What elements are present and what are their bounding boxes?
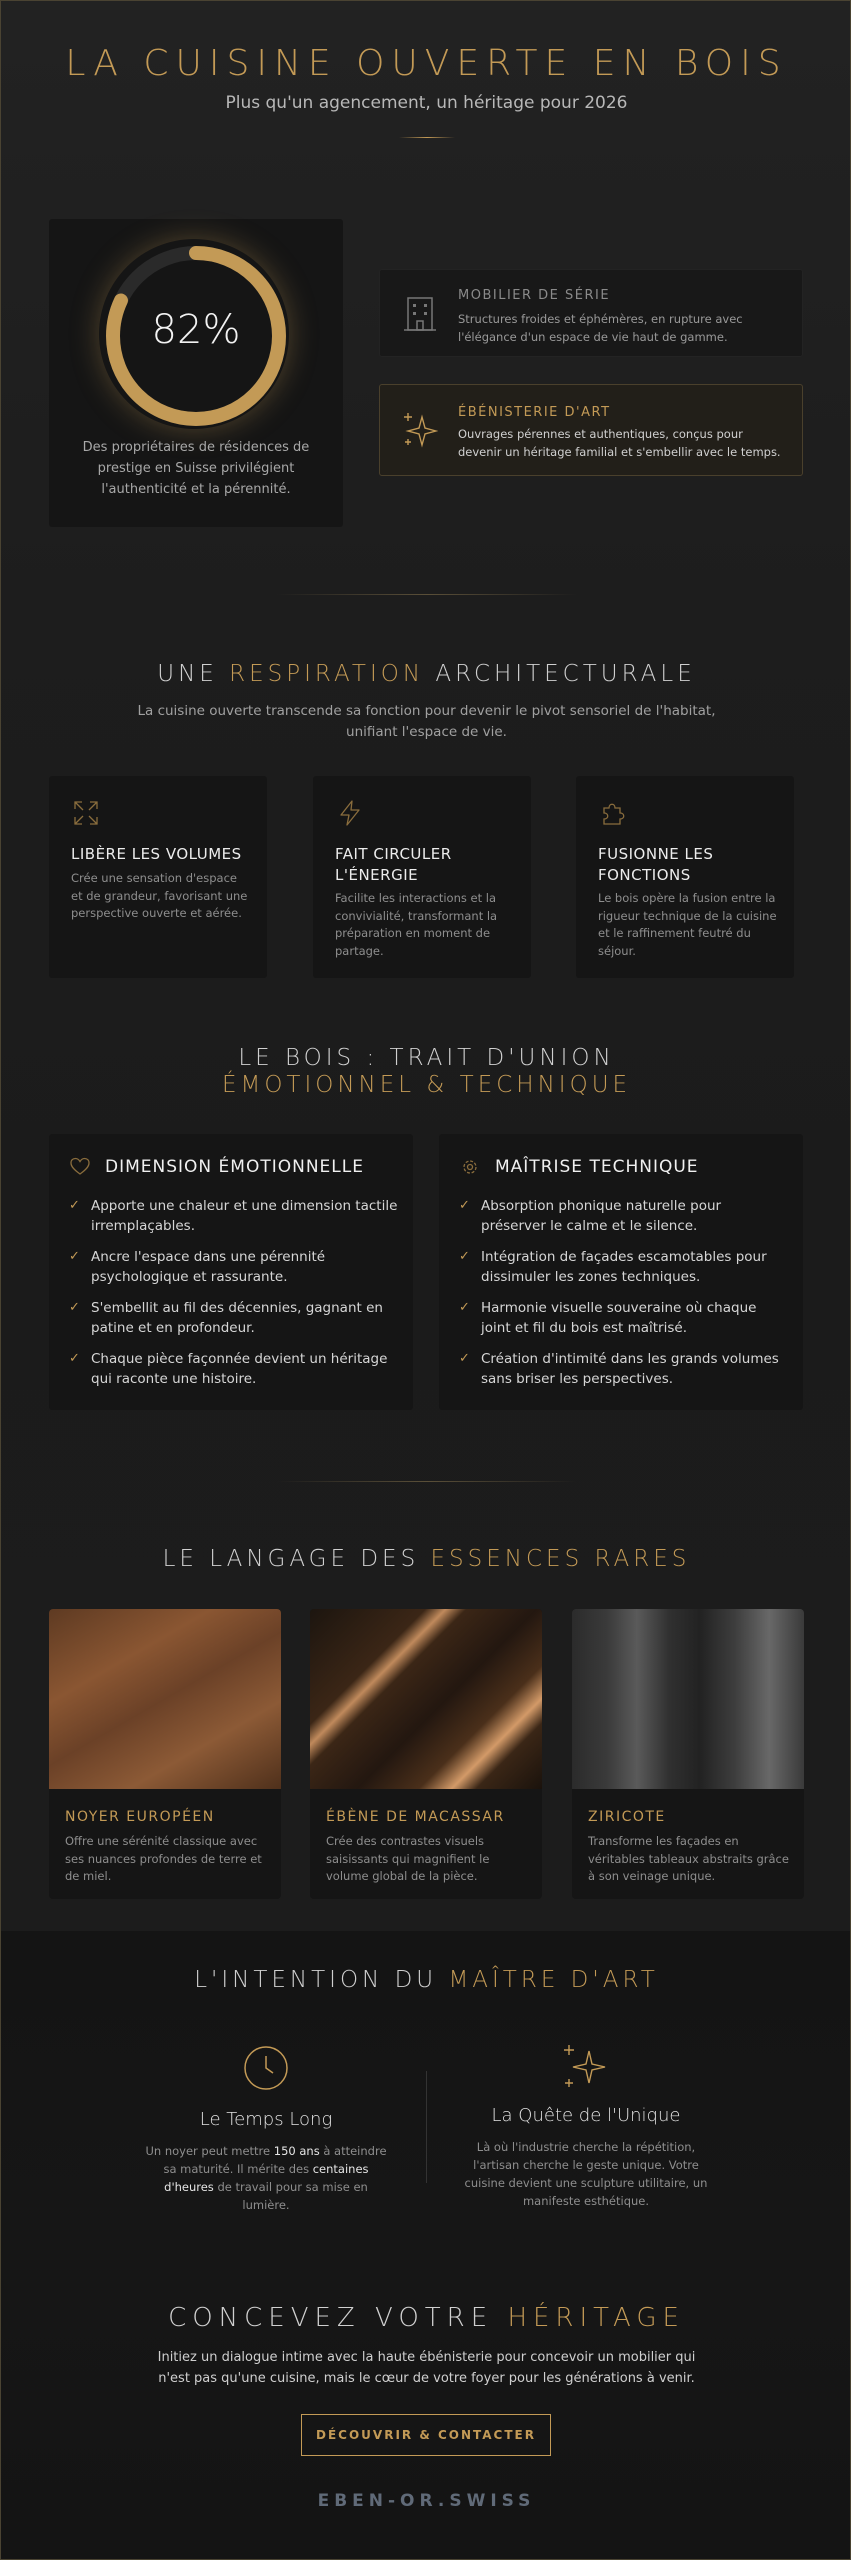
list-item: ✓ Ancre l'espace dans une pérennité psychologique et rassurante. bbox=[69, 1249, 326, 1285]
panel-header bbox=[69, 1156, 364, 1178]
essence-description: Offre une sérénité classique avec ses nuances profondes de terre et de miel. bbox=[65, 1834, 262, 1883]
section-divider bbox=[277, 1481, 577, 1482]
check-list bbox=[459, 1196, 789, 1400]
sparkles-icon bbox=[402, 409, 438, 449]
heart-icon bbox=[69, 1156, 91, 1178]
hero-divider bbox=[399, 137, 455, 138]
essence-card-noyer bbox=[49, 1609, 281, 1899]
respiration-lead: La cuisine ouverte transcende sa fonction pour devenir le pivot sensoriel de l'habitat, unifiant l'espace de vie. bbox=[137, 703, 716, 740]
essence-card-ziricote bbox=[572, 1609, 804, 1899]
pillar-description: Un noyer peut mettre 150 ans à atteindre sa maturité. Il mérite des centaines d'heures de travail pour sa mise en lumière. bbox=[145, 2144, 387, 2212]
feature-description: Facilite les interactions et la convivialité, transformant la préparation en moment de partage. bbox=[335, 891, 498, 958]
list-item: ✓ Harmonie visuelle souveraine où chaque joint et fil du bois est maîtrisé. bbox=[459, 1300, 757, 1336]
pillar-title: La Quête de l'Unique bbox=[491, 2105, 681, 2126]
panel-title: DIMENSION ÉMOTIONNELLE bbox=[105, 1157, 364, 1177]
option-description: Structures froides et éphémères, en rupture avec l'élégance d'un espace de vie haut de gamme. bbox=[458, 312, 743, 344]
wood-texture-image bbox=[310, 1609, 542, 1789]
check-icon: ✓ bbox=[69, 1249, 80, 1264]
check-icon: ✓ bbox=[459, 1198, 470, 1213]
feature-description: Le bois opère la fusion entre la rigueur technique de la cuisine et le raffinement feutré du séjour. bbox=[598, 891, 777, 958]
option-description: Ouvrages pérennes et authentiques, conçus pour devenir un héritage familial et s'embellir avec le temps. bbox=[458, 427, 781, 459]
clock-icon bbox=[243, 2045, 289, 2091]
puzzle-icon bbox=[598, 798, 628, 828]
feature-description: Crée une sensation d'espace et de grandeur, favorisant une perspective ouverte et aérée. bbox=[71, 871, 248, 920]
cta-title: CONCEVEZ VOTRE HÉRITAGE bbox=[168, 2303, 685, 2333]
contact-button[interactable]: DÉCOUVRIR & CONTACTER bbox=[301, 2414, 551, 2456]
hero-title: LA CUISINE OUVERTE EN BOIS bbox=[65, 43, 788, 84]
check-icon: ✓ bbox=[69, 1198, 80, 1213]
essences-title: LE LANGAGE DES ESSENCES RARES bbox=[162, 1546, 691, 1572]
intention-title: L'INTENTION DU MAÎTRE D'ART bbox=[194, 1967, 659, 1993]
lightning-icon bbox=[335, 798, 365, 828]
essence-title: ZIRICOTE bbox=[588, 1809, 666, 1825]
feature-title: LIBÈRE LES VOLUMES bbox=[71, 845, 242, 863]
list-item: ✓ Apporte une chaleur et une dimension tactile irremplaçables. bbox=[69, 1198, 398, 1234]
check-icon: ✓ bbox=[69, 1351, 80, 1366]
section-divider bbox=[277, 594, 577, 595]
panel-emotionnelle bbox=[49, 1134, 413, 1410]
list-item: ✓ Création d'intimité dans les grands volumes sans briser les perspectives. bbox=[459, 1351, 779, 1387]
check-icon: ✓ bbox=[459, 1300, 470, 1315]
feature-title: FUSIONNE LES FONCTIONS bbox=[598, 845, 714, 884]
wood-texture-image bbox=[572, 1609, 804, 1789]
check-icon: ✓ bbox=[69, 1300, 80, 1315]
pillar-title: Le Temps Long bbox=[199, 2109, 333, 2130]
stat-card bbox=[49, 219, 343, 527]
panel-title: MAÎTRISE TECHNIQUE bbox=[495, 1157, 699, 1177]
list-item: ✓ Chaque pièce façonnée devient un héritage qui raconte une histoire. bbox=[69, 1351, 388, 1387]
option-ebenisterie bbox=[379, 384, 803, 476]
stat-description: Des propriétaires de résidences de prestige en Suisse privilégient l'authenticité et la pérennité. bbox=[82, 440, 310, 497]
option-title: ÉBÉNISTERIE D'ART bbox=[458, 405, 611, 420]
pillar-quete-unique bbox=[461, 2041, 711, 2210]
building-icon bbox=[402, 294, 438, 334]
check-icon: ✓ bbox=[459, 1351, 470, 1366]
feature-card-fonctions bbox=[576, 776, 794, 978]
bois-title: LE BOIS : TRAIT D'UNION ÉMOTIONNEL & TECHNIQUE bbox=[221, 1045, 632, 1098]
gear-icon bbox=[459, 1156, 481, 1178]
essence-title: NOYER EUROPÉEN bbox=[65, 1809, 215, 1825]
list-item: ✓ Intégration de façades escamotables pour dissimuler les zones techniques. bbox=[459, 1249, 767, 1285]
feature-title: FAIT CIRCULER L'ÉNERGIE bbox=[335, 845, 452, 884]
pillar-description: Là où l'industrie cherche la répétition, l'artisan cherche le geste unique. Votre cuisine devient une sculpture utilitaire, un manifeste esthétique. bbox=[464, 2140, 708, 2208]
list-item: ✓ S'embellit au fil des décennies, gagnant en patine et en profondeur. bbox=[69, 1300, 383, 1336]
feature-card-energie bbox=[313, 776, 531, 978]
pillar-temps-long bbox=[141, 2045, 391, 2214]
sparkles-icon bbox=[561, 2041, 611, 2091]
essence-title: ÉBÈNE DE MACASSAR bbox=[326, 1809, 505, 1825]
wood-texture-image bbox=[49, 1609, 281, 1789]
essence-card-ebene bbox=[310, 1609, 542, 1899]
feature-card-volumes bbox=[49, 776, 267, 978]
list-item: ✓ Absorption phonique naturelle pour préserver le calme et le silence. bbox=[459, 1198, 722, 1234]
option-mobilier-serie bbox=[379, 269, 803, 357]
check-list bbox=[69, 1196, 399, 1400]
vertical-divider bbox=[426, 2071, 427, 2183]
panel-header bbox=[459, 1156, 699, 1178]
brand-name: EBEN-OR.SWISS bbox=[317, 2491, 536, 2511]
expand-icon bbox=[71, 798, 101, 828]
check-icon: ✓ bbox=[459, 1249, 470, 1264]
respiration-title: UNE RESPIRATION ARCHITECTURALE bbox=[157, 661, 696, 687]
cta-lead: Initiez un dialogue intime avec la haute ébénisterie pour concevoir un mobilier qui n'est pas qu'une cuisine, mais le cœur de votre foyer pour les générations à venir. bbox=[157, 2350, 696, 2386]
hero-subtitle: Plus qu'un agencement, un héritage pour 2026 bbox=[225, 93, 628, 113]
essence-description: Transforme les façades en véritables tableaux abstraits grâce à son veinage unique. bbox=[588, 1834, 789, 1883]
panel-technique bbox=[439, 1134, 803, 1410]
essence-description: Crée des contrastes visuels saisissants qui magnifient le volume global de la pièce. bbox=[326, 1834, 490, 1883]
option-title: MOBILIER DE SÉRIE bbox=[458, 288, 611, 303]
stat-value: 82% bbox=[151, 307, 241, 353]
